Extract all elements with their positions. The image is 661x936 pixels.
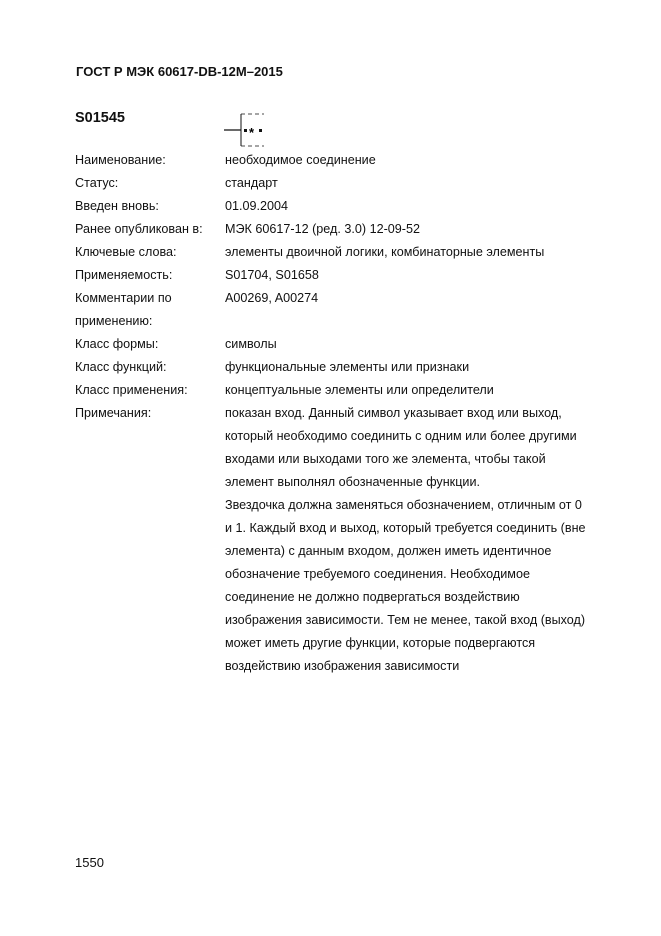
field-row	[75, 149, 625, 172]
notes-line: входами или выходами того же элемента, чтобы такой	[225, 452, 546, 466]
field-row	[75, 310, 625, 333]
field-row	[75, 379, 625, 402]
field-label: Класс функций:	[75, 360, 167, 374]
field-value: концептуальные элементы или определители	[225, 383, 494, 397]
field-value: элементы двоичной логики, комбинаторные элементы	[225, 245, 545, 259]
field-label: Введен вновь:	[75, 199, 159, 213]
notes-line: показан вход. Данный символ указывает вход или выход,	[225, 406, 562, 420]
field-row	[75, 264, 625, 287]
notes-line: который необходимо соединить с одним или более другими	[225, 429, 577, 443]
symbol-glyph: *	[249, 125, 255, 140]
field-table	[75, 149, 625, 678]
field-value: стандарт	[225, 176, 278, 190]
notes-line: соединение не должно подвергаться воздействию	[225, 590, 520, 604]
field-value: функциональные элементы или признаки	[225, 360, 470, 374]
field-label: Ранее опубликован в:	[75, 222, 203, 236]
notes-line: элемента) с данным входом, должен иметь идентичное	[225, 544, 552, 558]
field-value: S01704, S01658	[225, 268, 319, 282]
field-value: 01.09.2004	[225, 199, 289, 213]
field-value: необходимое соединение	[225, 153, 376, 167]
field-label: применению:	[75, 314, 153, 328]
notes-line: Звездочка должна заменяться обозначением, отличным от 0	[225, 498, 582, 512]
notes-line: воздействию изображения зависимости	[225, 659, 460, 673]
field-label: Ключевые слова:	[75, 245, 177, 259]
field-row	[75, 218, 625, 241]
symbol-code: S01545	[75, 110, 125, 126]
field-value: A00269, A00274	[225, 291, 319, 305]
notes-text	[225, 402, 625, 678]
field-label: Статус:	[75, 176, 119, 190]
notes-label: Примечания:	[75, 406, 152, 420]
notes-line: элемент выполнял обозначенные функции.	[225, 475, 480, 489]
notes-row	[75, 402, 625, 678]
field-row	[75, 241, 625, 264]
notes-line: и 1. Каждый вход и выход, который требуется соединить (вне	[225, 521, 586, 535]
notes-line: может иметь другие функции, которые подвергаются	[225, 636, 536, 650]
notes-line: обозначение требуемого соединения. Необходимое	[225, 567, 530, 581]
field-row	[75, 333, 625, 356]
page-number: 1550	[75, 855, 104, 870]
field-label: Наименование:	[75, 153, 166, 167]
field-row	[75, 172, 625, 195]
notes-line: изображения зависимости. Тем не менее, такой вход (выход)	[225, 613, 586, 627]
document-header: ГОСТ Р МЭК 60617-DB-12M–2015	[76, 64, 283, 79]
field-value	[225, 310, 625, 333]
field-label: Класс формы:	[75, 337, 159, 351]
field-label: Класс применения:	[75, 383, 188, 397]
field-row	[75, 356, 625, 379]
field-label: Комментарии по	[75, 291, 172, 305]
field-value: МЭК 60617-12 (ред. 3.0) 12-09-52	[225, 222, 420, 236]
field-row	[75, 287, 625, 310]
field-label: Применяемость:	[75, 268, 173, 282]
field-row	[75, 195, 625, 218]
field-value: символы	[225, 337, 277, 351]
connection-symbol-icon	[222, 108, 282, 152]
